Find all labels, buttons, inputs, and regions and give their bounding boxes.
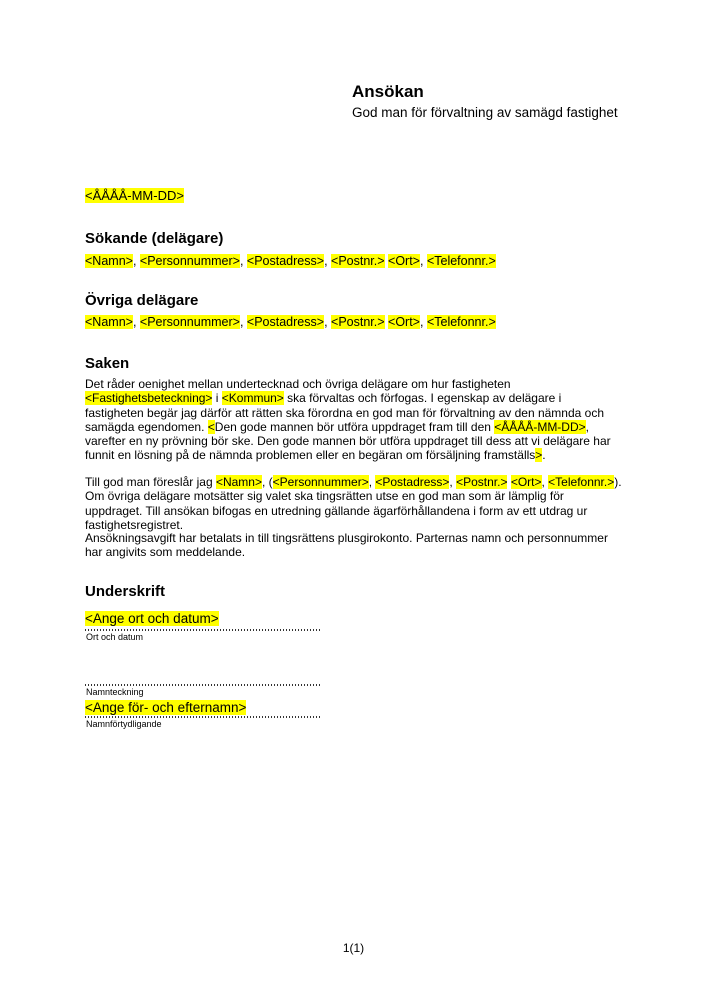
name-clarification-dotted-line [85,716,320,718]
name-clarification-placeholder-field[interactable]: <Ange för- och efternamn> [85,700,247,715]
text-run: . [542,448,546,463]
section-heading-matter: Saken [85,355,130,372]
text-run: , [541,475,549,489]
placeholder-field[interactable]: <Kommun> [221,391,284,406]
placeholder-field[interactable]: <Fastighetsbeteckning> [85,391,213,406]
matter-paragraph-1 [85,377,622,463]
text-run: , [419,254,427,268]
placeholder-field[interactable]: <Postnr.> [331,315,385,329]
placeholder-field[interactable]: <Personnummer> [272,475,369,489]
placeholder-field[interactable]: <Namn> [85,315,133,329]
place-and-date-placeholder-field[interactable]: <Ange ort och datum> [85,611,219,626]
text-run: i [212,391,222,406]
text-run: ska förvaltas och förfogas. I egenskap av delägare i fastigheten begär jag därför att rätten ska förordna en god man för förvaltning av den nämnda och samägda egendomen. [85,391,604,434]
placeholder-field[interactable]: <Ort> [388,254,420,268]
section-heading-other-owners: Övriga delägare [85,292,199,309]
text-run: , [239,254,247,268]
placeholder-field[interactable]: <Postnr.> [331,254,385,268]
text-run: , ( [261,475,273,489]
placeholder-field[interactable]: <ÅÅÅÅ-MM-DD> [494,419,586,434]
placeholder-field[interactable]: <Telefonnr.> [426,254,496,268]
place-and-date-line [85,611,219,626]
placeholder-field[interactable]: <Namn> [215,475,262,489]
section-heading-signature: Underskrift [85,583,166,600]
text-run: Den gode mannen bör utföra uppdraget fram till den [214,419,495,434]
document-title: Ansökan [352,82,424,101]
page-number: 1(1) [342,941,365,955]
matter-paragraph-3: Ansökningsavgift har betalats in till tingsrättens plusgirokonto. Parternas namn och personnummer har angivits som meddelande. [85,531,608,560]
placeholder-field[interactable]: <Postadress> [246,254,325,268]
placeholder-field[interactable]: < [207,419,215,434]
text-run: ). Om övriga delägare motsätter sig valet ska tingsrätten utse en god man som är lämplig för uppdraget. Till ansökan bifogas en utredning gällande ägarförhållandena i form av ett utdrag ur fastighetsregistret. [85,475,622,532]
matter-paragraph-2 [85,475,622,532]
signature-dotted-line[interactable] [85,684,320,686]
text-run: , [132,315,140,329]
text-run: , [324,254,332,268]
name-clarification-label: Namnförtydligande [86,719,162,729]
text-run: , [324,315,332,329]
placeholder-field[interactable]: <Postnr.> [456,475,508,489]
place-and-date-label: Ort och datum [86,632,144,642]
placeholder-field[interactable]: <Postadress> [246,315,325,329]
placeholder-field[interactable]: <Namn> [85,254,133,268]
name-clarification-line [85,700,246,715]
date-placeholder-field[interactable]: <ÅÅÅÅ-MM-DD> [85,188,184,203]
date-line [85,188,184,203]
text-run: , [132,254,140,268]
placeholder-field[interactable]: <Personnummer> [139,254,240,268]
document-subtitle: God man för förvaltning av samägd fastighet [352,105,618,120]
text-run: , [449,475,457,489]
section-heading-applicant: Sökande (delägare) [85,230,224,247]
placeholder-field[interactable]: <Telefonnr.> [548,475,615,489]
placeholder-field[interactable]: <Postadress> [375,475,450,489]
text-run: , varefter en ny prövning bör ske. Den gode mannen bör utföra uppdraget till dess att vi delägare har funnit en lösning på de nämnda problemen eller en begäran om försäljning framställs [85,419,611,463]
text-run: , [239,315,247,329]
text-run: , [368,475,376,489]
placeholder-field[interactable]: <Ort> [388,315,420,329]
other-owners-details-line [85,315,496,329]
place-and-date-dotted-line [85,629,320,631]
title-block [352,81,624,121]
placeholder-field[interactable]: > [535,448,543,463]
signature-label: Namnteckning [86,687,144,697]
text-run: Till god man föreslår jag [85,475,216,489]
text-run: Det råder oenighet mellan undertecknad och övriga delägare om hur fastigheten [85,377,511,391]
placeholder-field[interactable]: <Ort> [510,475,542,489]
placeholder-field[interactable]: <Telefonnr.> [426,315,496,329]
placeholder-field[interactable]: <Personnummer> [139,315,240,329]
applicant-details-line [85,254,496,268]
text-run: , [419,315,427,329]
